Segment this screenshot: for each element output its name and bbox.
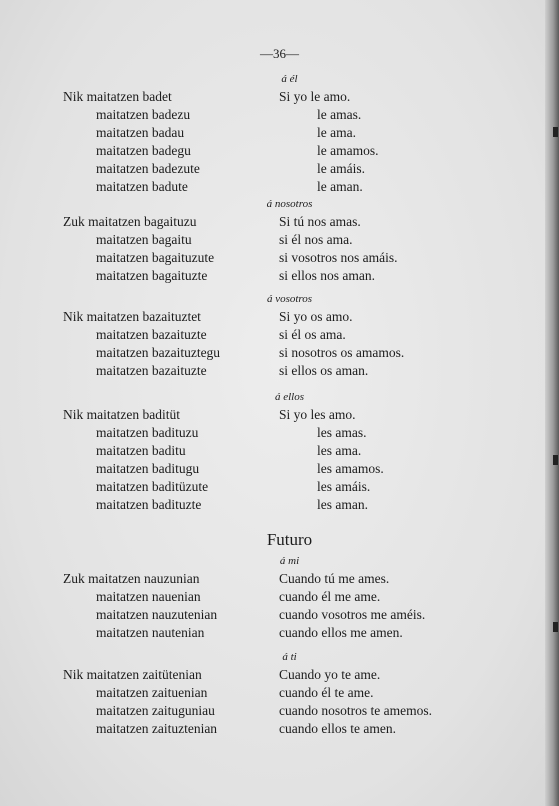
spanish-translation: si él os ama. [279, 327, 346, 342]
conjugation-row [0, 308, 559, 326]
basque-form: Zuk maitatzen nauzunian [63, 571, 200, 586]
conjugation-row [0, 249, 559, 267]
section-3 [0, 388, 559, 514]
basque-form: maitatzen bazaituztegu [96, 345, 221, 360]
conjugation-row [0, 702, 559, 720]
spanish-translation: Cuando yo te ame. [279, 667, 381, 682]
spanish-translation: les amas. [317, 425, 367, 440]
basque-form: maitatzen bagaituzute [96, 250, 215, 265]
section-5 [0, 648, 559, 738]
spanish-translation: Cuando tú me ames. [279, 571, 390, 586]
conjugation-row [0, 666, 559, 684]
basque-form: maitatzen bazaituzte [96, 363, 207, 378]
spanish-translation: cuando vosotros me améis. [279, 607, 426, 622]
basque-form: Nik maitatzen zaitütenian [63, 667, 202, 682]
basque-form: maitatzen badegu [96, 143, 191, 158]
conjugation-row [0, 124, 559, 142]
conjugation-row [0, 178, 559, 196]
spanish-translation: Si tú nos amas. [279, 214, 361, 229]
conjugation-row [0, 442, 559, 460]
spanish-translation: Si yo os amo. [279, 309, 353, 324]
conjugation-row [0, 460, 559, 478]
spanish-translation: si él nos ama. [279, 232, 353, 247]
spanish-translation: le amáis. [317, 161, 365, 176]
basque-form: maitatzen badituzte [96, 497, 202, 512]
conjugation-row [0, 684, 559, 702]
spanish-translation: Si yo le amo. [279, 89, 351, 104]
conjugation-row [0, 326, 559, 344]
section-subhead: á ti [282, 651, 297, 663]
basque-form: maitatzen badezu [96, 107, 191, 122]
section-subhead: á mi [279, 555, 300, 567]
basque-form: maitatzen zaituguniau [96, 703, 215, 718]
basque-form: maitatzen nauzutenian [96, 607, 218, 622]
basque-form: maitatzen badute [96, 179, 188, 194]
conjugation-row [0, 344, 559, 362]
basque-form: Nik maitatzen bazaituztet [63, 309, 201, 324]
spanish-translation: si ellos nos aman. [279, 268, 375, 283]
spanish-translation: le aman. [317, 179, 363, 194]
spanish-translation: les ama. [317, 443, 362, 458]
section-0 [0, 70, 559, 196]
conjugation-row [0, 496, 559, 514]
conjugation-row [0, 570, 559, 588]
conjugation-row [0, 142, 559, 160]
conjugation-row [0, 720, 559, 738]
basque-form: Nik maitatzen baditüt [63, 407, 180, 422]
conjugation-row [0, 624, 559, 642]
conjugation-row [0, 267, 559, 285]
basque-form: maitatzen baditugu [96, 461, 200, 476]
conjugation-row [0, 160, 559, 178]
basque-form: maitatzen nauenian [96, 589, 201, 604]
spanish-translation: cuando ellos me amen. [279, 625, 403, 640]
section-subhead: á él [281, 73, 298, 85]
section-subhead: á vosotros [266, 293, 313, 305]
basque-form: maitatzen badau [96, 125, 185, 140]
basque-form: maitatzen zaituztenian [96, 721, 218, 736]
conjugation-row [0, 588, 559, 606]
spanish-translation: cuando ellos te amen. [279, 721, 396, 736]
spanish-translation: les amamos. [317, 461, 384, 476]
spanish-translation: le amas. [317, 107, 362, 122]
spanish-translation: le ama. [317, 125, 356, 140]
basque-form: maitatzen bagaitu [96, 232, 192, 247]
spanish-translation: les aman. [317, 497, 368, 512]
section-1 [0, 195, 559, 285]
basque-form: Nik maitatzen badet [63, 89, 172, 104]
basque-form: maitatzen bagaituzte [96, 268, 208, 283]
spanish-translation: le amamos. [317, 143, 379, 158]
spanish-translation: si nosotros os amamos. [279, 345, 405, 360]
conjugation-row [0, 231, 559, 249]
conjugation-row [0, 88, 559, 106]
basque-form: maitatzen baditüzute [96, 479, 209, 494]
spanish-translation: si ellos os aman. [279, 363, 369, 378]
conjugation-row [0, 478, 559, 496]
basque-form: Zuk maitatzen bagaituzu [63, 214, 197, 229]
section-2 [0, 290, 559, 380]
basque-form: maitatzen zaituenian [96, 685, 208, 700]
spanish-translation: cuando él me ame. [279, 589, 381, 604]
basque-form: maitatzen nautenian [96, 625, 205, 640]
conjugation-row [0, 213, 559, 231]
spanish-translation: cuando nosotros te amemos. [279, 703, 432, 718]
basque-form: maitatzen badezute [96, 161, 200, 176]
conjugation-row [0, 424, 559, 442]
section-subhead: á ellos [274, 391, 305, 403]
conjugation-row [0, 106, 559, 124]
spanish-translation: Si yo les amo. [279, 407, 356, 422]
spanish-translation: les amáis. [317, 479, 371, 494]
page-number: —36— [260, 46, 299, 61]
section-subhead: á nosotros [266, 198, 313, 210]
conjugation-row [0, 362, 559, 380]
basque-form: maitatzen badituzu [96, 425, 199, 440]
spanish-translation: si vosotros nos amáis. [279, 250, 398, 265]
conjugation-row [0, 606, 559, 624]
conjugation-row [0, 406, 559, 424]
section-heading: Futuro [266, 530, 313, 549]
basque-form: maitatzen baditu [96, 443, 186, 458]
section-4 [0, 528, 559, 642]
basque-form: maitatzen bazaituzte [96, 327, 207, 342]
spanish-translation: cuando él te ame. [279, 685, 374, 700]
